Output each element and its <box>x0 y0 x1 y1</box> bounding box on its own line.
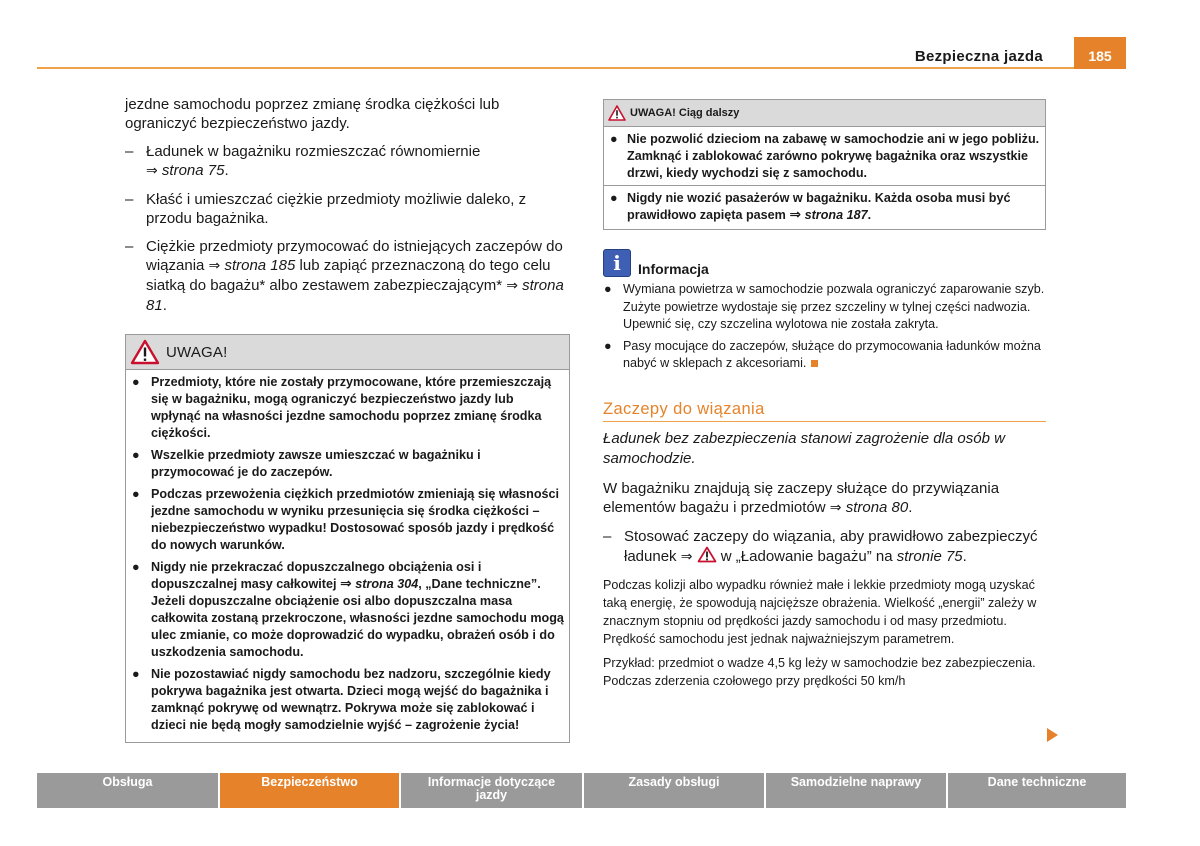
section-heading: Zaczepy do wiązania <box>603 400 1046 422</box>
page-reference[interactable]: stronie 75 <box>896 547 963 565</box>
nav-tab-dane-techniczne[interactable]: Dane techniczne <box>948 773 1126 808</box>
info-icon: i <box>603 249 631 277</box>
warning-triangle-icon[interactable] <box>697 546 717 563</box>
end-of-section-marker-icon <box>811 360 818 367</box>
nav-tab-bezpieczenstwo[interactable]: Bezpieczeństwo <box>220 773 399 808</box>
page-number: 185 <box>1074 37 1126 69</box>
warning-bullet <box>130 447 565 481</box>
warning-continued-box <box>603 99 1046 230</box>
dash-mark: – <box>603 527 612 545</box>
warning-title: UWAGA! <box>166 343 228 361</box>
reference-arrow-icon: ⇒ <box>208 258 221 274</box>
nav-tab-informacje[interactable]: Informacje dotyczące jazdy <box>401 773 582 808</box>
page-reference[interactable]: strona 75 <box>161 162 225 179</box>
dash-item-text: w „Ładowanie bagażu” na <box>720 547 893 565</box>
warning-bullet-text: Wszelkie przedmioty zawsze umieszczać w bagażniku i przymocować je do zaczepów. <box>151 448 481 479</box>
warning-box <box>125 334 570 743</box>
bullet-icon: ● <box>132 667 140 681</box>
warning-triangle-icon <box>130 339 160 365</box>
reference-arrow-icon: ⇒ <box>339 576 352 592</box>
info-bullet <box>603 338 1046 373</box>
dash-mark: – <box>125 143 134 160</box>
bullet-icon: ● <box>132 448 140 462</box>
dash-mark: – <box>125 238 134 255</box>
right-column <box>603 99 1046 696</box>
page-reference[interactable]: strona 187 <box>804 208 868 222</box>
warning-bullet <box>608 190 1041 224</box>
chapter-nav <box>37 773 1126 808</box>
punctuation: . <box>867 208 872 222</box>
info-bullet <box>603 281 1046 334</box>
warning-bullet <box>130 486 565 554</box>
reference-arrow-icon: ⇒ <box>506 278 518 294</box>
warning-bullet-text: Nie pozwolić dzieciom na zabawę w samochodzie ani w jego pobliżu. Zamknąć i zablokować zarówno pokrywę bagażnika oraz wszystkie drzwi, kiedy wychodzi się z samochodu. <box>627 132 1040 180</box>
body-paragraph: Podczas kolizji albo wypadku również małe i lekkie przedmioty mogą uzyskać taką energię, że spowodują najcięższe obrażenia. Wielkość „energii” zależy w znacznym stopniu od prędkości jazdy samochodu i od masy przedmiotu. Prędkość samochodu jest jednak najważniejszym parametrem. <box>603 577 1037 646</box>
warning-bullet-text: Nigdy nie przekraczać dopuszczalnego obciążenia osi i dopuszczalnej masy całkowitej <box>151 560 482 591</box>
bullet-icon: ● <box>604 282 612 296</box>
reference-arrow-icon: ⇒ <box>680 548 693 565</box>
nav-tab-samodzielne-naprawy[interactable]: Samodzielne naprawy <box>766 773 946 808</box>
dash-item: – Stosować zaczepy do wiązania, aby prawidłowo zabezpieczyć ładunek ⇒ w „Ładowanie bagażu” na stronie 75. <box>603 527 1038 565</box>
info-bullet-text: Wymiana powietrza w samochodzie pozwala ograniczyć zaparowanie szyb. Zużyte powietrze wydostaje się przez szczeliny w tylnej części nadwozia. Upewnić się, czy szczelina wylotowa nie została zakryta. <box>623 282 1045 331</box>
warning-bullet <box>608 131 1041 182</box>
left-column <box>125 95 570 743</box>
warning-bullet <box>130 374 565 442</box>
nav-tab-zasady-obslugi[interactable]: Zasady obsługi <box>584 773 764 808</box>
warning-bullet-text: Podczas przewożenia ciężkich przedmiotów zmieniają się własności jezdne samochodu w wyniku przesunięcia się środka ciężkości – niebezpieczeństwo wypadku! Dostosować sposób jazdy i prędkość do nowych warunków. <box>151 487 560 552</box>
bullet-icon: ● <box>132 560 140 574</box>
reference-arrow-icon: ⇒ <box>789 207 802 223</box>
warning-continued-header <box>604 100 1045 127</box>
dash-item-text: lub zapiąć przeznaczoną do tego celu siatką do bagażu* albo zestawem zabezpieczającym* <box>146 257 551 294</box>
warning-bullet-text: Przedmioty, które nie zostały przymocowane, które przemieszczają się w bagażniku, mogą ograniczyć bezpieczeństwo jazdy lub wpłynąć na własności jezdne samochodu poprzez zmianę środka ciężkości. <box>151 375 552 440</box>
warning-bullet-text: Nigdy nie wozić pasażerów w bagażniku. Każda osoba musi być prawidłowo zapięta pasem <box>627 191 1011 222</box>
dash-item <box>125 190 570 228</box>
divider <box>604 185 1045 186</box>
dash-item-text: Ciężkie przedmioty przymocować do istniejących zaczepów do wiązania <box>146 238 563 274</box>
reference-arrow-icon: ⇒ <box>829 499 842 516</box>
warning-bullet-text: Nie pozostawiać nigdy samochodu bez nadzoru, szczególnie kiedy pokrywa bagażnika jest otwarta. Dzieci mogą wejść do bagażnika i zamknąć pokrywę od wewnątrz. Pokrywa może się zablokować i dzieci nie będą mogły samodzielnie wyjść – zagrożenie życia! <box>151 667 551 732</box>
warning-body <box>126 370 569 742</box>
continue-arrow-icon <box>1047 728 1058 742</box>
dash-item-text: Kłaść i umieszczać ciężkie przedmioty możliwie daleko, z przodu bagażnika. <box>146 191 527 227</box>
page-reference[interactable]: strona 185 <box>224 257 296 274</box>
warning-bullet-text: , „Dane techniczne”. Jeżeli dopuszczalne obciążenie osi albo dopuszczalna masa całkowita zostaną przekroczone, własności jezdne samochodu mogą ulec zmianie, co może doprowadzić do wypadku, obrażeń osób i do uszkodzenia samochodu. <box>151 577 564 659</box>
page-reference[interactable]: strona 80 <box>845 498 909 516</box>
nav-tab-obsluga[interactable]: Obsługa <box>37 773 218 808</box>
body-paragraph: Przykład: przedmiot o wadze 4,5 kg leży w samochodzie bez zabezpieczenia. Podczas zderzenia czołowego przy prędkości 50 km/h <box>603 655 1036 688</box>
info-header <box>603 249 1046 277</box>
bullet-icon: ● <box>132 487 140 501</box>
header-rule <box>37 67 1126 69</box>
dash-item: – Ciężkie przedmioty przymocować do istniejących zaczepów do wiązania ⇒ strona 185 lub zapiąć przeznaczoną do tego celu siatką do bagażu* albo zestawem zabezpieczającym* ⇒ strona 81. <box>125 238 564 314</box>
page-reference[interactable]: strona 81 <box>146 277 564 314</box>
warning-continued-title: UWAGA! Ciąg dalszy <box>630 107 740 119</box>
dash-item: – Ładunek w bagażniku rozmieszczać równomiernie ⇒ strona 75. <box>125 143 481 179</box>
bullet-icon: ● <box>610 132 618 146</box>
bullet-icon: ● <box>604 338 612 353</box>
bullet-icon: ● <box>610 191 618 205</box>
intro-paragraph: jezdne samochodu poprzez zmianę środka ciężkości lub ograniczyć bezpieczeństwo jazdy. <box>125 96 500 132</box>
warning-header <box>126 335 569 370</box>
warning-triangle-icon <box>608 105 626 121</box>
section-header-title: Bezpieczna jazda <box>914 48 1043 65</box>
dash-item-text: Ładunek w bagażniku rozmieszczać równomiernie <box>146 143 481 160</box>
bullet-icon: ● <box>132 375 140 389</box>
paragraph-text: W bagażniku znajdują się zaczepy służące do przywiązania elementów bagażu i przedmiotów <box>603 479 1000 516</box>
warning-bullet <box>130 666 565 734</box>
dash-mark: – <box>125 191 134 208</box>
info-title: Informacja <box>638 261 709 277</box>
page-reference[interactable]: strona 304 <box>355 577 419 591</box>
section-lead: Ładunek bez zabezpieczenia stanowi zagrożenie dla osób w samochodzie. <box>603 429 1005 467</box>
warning-continued-body <box>604 127 1045 229</box>
dash-item-text: Stosować zaczepy do wiązania, aby prawidłowo zabezpieczyć ładunek <box>624 527 1038 565</box>
body-paragraph: W bagażniku znajdują się zaczepy służące do przywiązania elementów bagażu i przedmiotów ⇒ strona 80. <box>603 479 1000 516</box>
info-bullet-text: Pasy mocujące do zaczepów, służące do przymocowania ładunków można nabyć w sklepach z akcesoriami. <box>623 338 1041 370</box>
warning-bullet <box>130 559 565 661</box>
reference-arrow-icon: ⇒ <box>146 163 158 179</box>
